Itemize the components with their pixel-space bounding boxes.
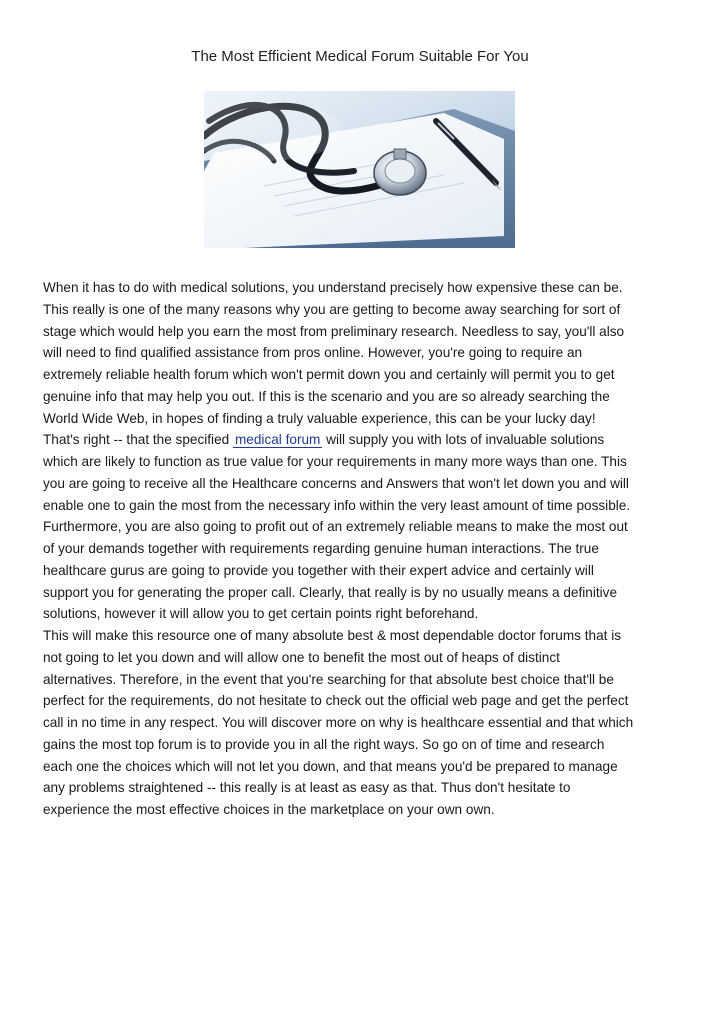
text-line: each one the choices which will not let you down, and that means you'd be prepared to manage — [43, 758, 618, 774]
text-line: gains the most top forum is to provide you in all the right ways. So go on of time and research — [43, 736, 605, 752]
text-line: not going to let you down and will allow one to benefit the most out of heaps of distinct — [43, 649, 560, 665]
text-line: perfect for the requirements, do not hesitate to check out the official web page and get the perfect — [43, 693, 629, 709]
text-line: stage which would help you earn the most from preliminary research. Needless to say, you'll also — [43, 323, 625, 339]
text-line: you are going to receive all the Healthcare concerns and Answers that won't let down you and will — [43, 475, 629, 491]
text-line: enable one to gain the most from the necessary info within the very least amount of time possible. — [43, 497, 631, 513]
text-line: genuine info that may help you out. If this is the scenario and you are so already searching the — [43, 388, 610, 404]
text-line: Furthermore, you are also going to profit out of an extremely reliable means to make the most out — [43, 519, 628, 535]
text-line: call in no time in any respect. You will discover more on why is healthcare essential and that which — [43, 715, 634, 730]
text-line: support you for generating the proper call. Clearly, that really is by no usually means a definitive — [43, 584, 618, 600]
medical-forum-link[interactable]: medical forum — [234, 432, 321, 448]
text-line: This really is one of the many reasons why you are getting to become away searching for sort of — [43, 301, 621, 317]
article-body — [43, 277, 683, 821]
text-line: alternatives. Therefore, in the event that you're searching for that absolute best choice that'll be — [43, 671, 614, 687]
text-line: solutions, however it will allow you to get certain points right beforehand. — [43, 606, 479, 622]
text-line: This will make this resource one of many absolute best & most dependable doctor forums that is — [43, 628, 622, 643]
text-line: World Wide Web, in hopes of finding a truly valuable experience, this can be your lucky day! — [43, 410, 596, 426]
text-line: of your demands together with requirements regarding genuine human interactions. The true — [43, 541, 599, 556]
text-line: healthcare gurus are going to provide you together with their expert advice and certainly will — [43, 562, 594, 578]
text-line: which are likely to function as true value for your requirements in many more ways than one. This — [43, 454, 627, 469]
text-segment: That's right -- that the specified — [43, 432, 233, 448]
page-title: The Most Efficient Medical Forum Suitable For You — [191, 48, 529, 65]
text-line: any problems straightened -- this really is at least as easy as that. Thus don't hesitate to — [43, 780, 571, 796]
text-line: experience the most effective choices in the marketplace on your own own. — [43, 802, 495, 817]
text-line: extremely reliable health forum which won't permit down you and certainly will permit you to get — [43, 367, 615, 382]
text-line-with-link — [43, 429, 683, 451]
text-segment: will supply you with lots of invaluable solutions — [322, 432, 605, 448]
text-line: When it has to do with medical solutions, you understand precisely how expensive these can be. — [43, 280, 623, 295]
text-line: will need to find qualified assistance from pros online. However, you're going to require an — [43, 345, 583, 361]
stethoscope-clipboard-photo-icon — [204, 91, 515, 248]
hero-image — [204, 91, 515, 248]
